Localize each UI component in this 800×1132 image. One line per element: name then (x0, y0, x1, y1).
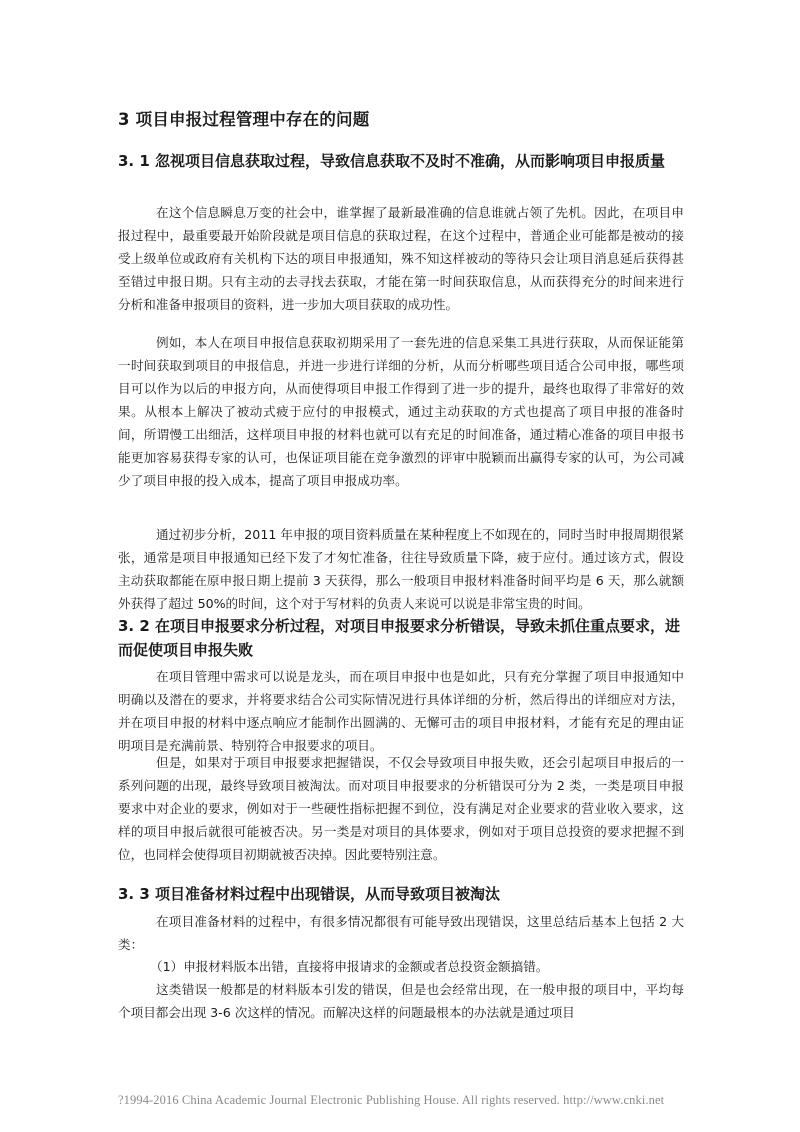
paragraph: 例如，本人在项目申报信息获取初期采用了一套先进的信息采集工具进行获取，从而保证能第一时间获取到项目的申报信息，并进一步进行详细的分析，从而分析哪些项目适合公司申报，哪些项目可以作为以后的申报方向，从而使得项目申报工作得到了进一步的提升，最终也取得了非常好的效果。从根本上解决了被动式疲于应付的申报模式，通过主动获取的方式也提高了项目申报的准备时间，所谓慢工出细活，这样项目申报的材料也就可以有充足的时间准备，通过精心准备的项目申报书能更加容易获得专家的认可，也保证项目能在竞争激烈的评审中脱颖而出赢得专家的认可，为公司减少了项目申报的投入成本，提高了项目申报成功率。 (118, 335, 684, 488)
section-title: 3 项目申报过程管理中存在的问题 (118, 110, 370, 129)
paragraph: 这类错误一般都是的材料版本引发的错误，但是也会经常出现，在一般申报的项目中，平均每个项目都会出现 3-6 次这样的情况。而解决这样的问题最根本的办法就是通过项目 (118, 982, 684, 1020)
subsection-3-2-title: 3. 2 在项目申报要求分析过程，对项目申报要求分析错误，导致未抓住重点要求，进而促使项目申报失败 (118, 617, 681, 659)
paragraph: 在项目管理中需求可以说是龙头，而在项目申报中也是如此，只有充分掌握了项目申报通知中明确以及潜在的要求，并将要求结合公司实际情况进行具体详细的分析，然后得出的详细应对方法，并在项目申报的材料中逐点响应才能制作出圆满的、无懈可击的项目申报材料，才能有充足的理由证明项目是充满前景、特别符合申报要求的项目。 (118, 669, 684, 753)
paragraph: 通过初步分析，2011 年申报的项目资料质量在某种程度上不如现在的，同时当时申报周期很紧张，通常是项目申报通知已经下发了才匆忙准备，往往导致质量下降，疲于应付。通过该方式，假设主动获取都能在原申报日期上提前 3 天获得，那么一般项目申报材料准备时间平均是 6 天，那么就额外获得了超过 50%的时间，这个对于写材料的负责人来说可以说是非常宝贵的时间。 (118, 527, 684, 611)
subsection-3-1-title: 3. 1 忽视项目信息获取过程，导致信息获取不及时不准确，从而影响项目申报质量 (118, 152, 666, 170)
list-item: （1）申报材料版本出错，直接将申报请求的金额或者总投资金额搞错。 (150, 959, 549, 974)
paragraph: 在这个信息瞬息万变的社会中，谁掌握了最新最准确的信息谁就占领了先机。因此，在项目申报过程中，最重要最开始阶段就是项目信息的获取过程，在这个过程中，普通企业可能都是被动的接受上级单位或政府有关机构下达的项目申报通知，殊不知这样被动的等待只会让项目消息延后获得甚至错过申报日期。只有主动的去寻找去获取，才能在第一时间获取信息，从而获得充分的时间来进行分析和准备申报项目的资料，进一步加大项目获取的成功性。 (118, 205, 684, 312)
copyright-footer: ?1994-2016 China Academic Journal Electronic Publishing House. All rights reserved. http://www.cnki.net (118, 1093, 665, 1107)
paragraph: 但是，如果对于项目申报要求把握错误，不仅会导致项目申报失败，还会引起项目申报后的一系列问题的出现，最终导致项目被淘汰。而对项目申报要求的分析错误可分为 2 类，一类是项目申报要求中对企业的要求，例如对于一些硬性指标把握不到位，没有满足对企业要求的营业收入要求，这样的项目申报后就很可能被否决。另一类是对项目的具体要求，例如对于项目总投资的要求把握不到位，也同样会使得项目初期就被否决掉。因此要特别注意。 (118, 755, 684, 862)
paragraph: 在项目准备材料的过程中，有很多情况都很有可能导致出现错误，这里总结后基本上包括 2 大类： (118, 914, 684, 952)
subsection-3-3-title: 3. 3 项目准备材料过程中出现错误，从而导致项目被淘汰 (118, 885, 501, 903)
